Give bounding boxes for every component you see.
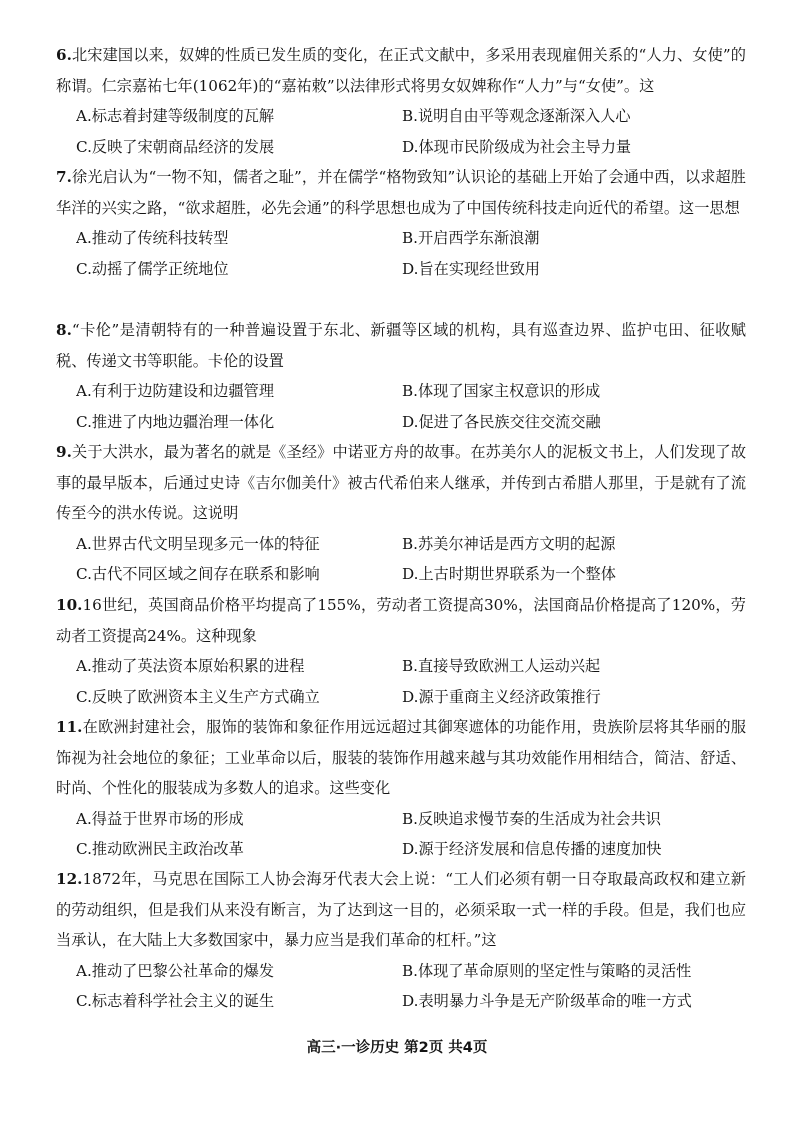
option-d: D.体现市民阶级成为社会主导力量: [402, 137, 632, 156]
option-a: A.推动了巴黎公社革命的爆发: [76, 961, 275, 980]
option-a: A.得益于世界市场的形成: [76, 809, 244, 828]
option-d: D.上古时期世界联系为一个整体: [402, 565, 616, 583]
option-b: B.体现了国家主权意识的形成: [402, 382, 601, 400]
question-12: [56, 864, 746, 1017]
page-footer: 高三·一诊历史 第2页 共4页: [306, 1040, 488, 1056]
question-stem: 1872年，马克思在国际工人协会海牙代表大会上说：“工人们必须有朝一日夺取最高政权和建立新的劳动组织，但是我们从来没有断言，为了达到这一目的，必须采取一式一样的手段。但是，我们也应当承认，在大陆上大多数国家中，暴力应当是我们革命的杠杆。”这: [56, 870, 746, 949]
option-c: C.反映了宋朝商品经济的发展: [76, 137, 275, 156]
option-a: A.世界古代文明呈现多元一体的特征: [76, 534, 320, 553]
question-7: [56, 162, 746, 284]
question-6: [56, 40, 746, 162]
question-number: 6.: [56, 46, 72, 64]
options: [56, 101, 746, 162]
question-stem: 16世纪，英国商品价格平均提高了155%，劳动者工资提高30%，法国商品价格提高了120%，劳动者工资提高24%。这种现象: [56, 596, 746, 645]
option-a: A.推动了传统科技转型: [76, 229, 229, 247]
option-b: B.开启西学东渐浪潮: [402, 229, 540, 247]
question-stem: 北宋建国以来，奴婢的性质已发生质的变化，在正式文献中，多采用表现雇佣关系的“人力、女使”的称谓。仁宗嘉祐七年(1062年)的“嘉祐敕”以法律形式将男女奴婢称作“人力”与“女使”。这: [56, 46, 746, 95]
option-b: B.反映追求慢节奏的生活成为社会共识: [402, 809, 661, 828]
question-9: [56, 437, 746, 590]
option-a: A.推动了英法资本原始积累的进程: [76, 657, 305, 675]
option-a: A.标志着封建等级制度的瓦解: [76, 107, 275, 125]
question-number: 10.: [56, 596, 83, 614]
option-d: D.促进了各民族交往交流交融: [402, 412, 601, 431]
question-stem: 在欧洲封建社会，服饰的装饰和象征作用远远超过其御寒遮体的功能作用，贵族阶层将其华丽的服饰视为社会地位的象征；工业革命以后，服装的装饰作用越来越与其功效能作用相结合，简洁、舒适、时尚、个性化的服装成为多数人的追求。这些变化: [56, 718, 746, 797]
option-c: C.推动欧洲民主政治改革: [76, 840, 244, 858]
question-8: [56, 315, 746, 437]
option-c: C.反映了欧洲资本主义生产方式确立: [76, 687, 320, 706]
options: [56, 651, 746, 712]
option-d: D.源于重商主义经济政策推行: [402, 687, 601, 706]
option-b: B.体现了革命原则的坚定性与策略的灵活性: [402, 961, 692, 980]
option-b: B.说明自由平等观念逐渐深入人心: [402, 107, 631, 125]
options: [56, 529, 746, 590]
question-number: 7.: [56, 168, 72, 186]
option-a: A.有利于边防建设和边疆管理: [76, 382, 275, 400]
question-number: 11.: [56, 718, 83, 736]
option-c: C.古代不同区域之间存在联系和影响: [76, 565, 320, 583]
question-10: [56, 590, 746, 712]
option-b: B.直接导致欧洲工人运动兴起: [402, 657, 601, 675]
question-stem: 关于大洪水，最为著名的就是《圣经》中诺亚方舟的故事。在苏美尔人的泥板文书上，人们发现了故事的最早版本，后通过史诗《吉尔伽美什》被古代希伯来人继承，并传到古希腊人那里，于是就有了流传至今的洪水传说。这说明: [56, 443, 746, 522]
question-11: [56, 712, 746, 865]
option-b: B.苏美尔神话是西方文明的起源: [402, 534, 616, 553]
option-c: C.标志着科学社会主义的诞生: [76, 992, 275, 1010]
options: [56, 376, 746, 437]
option-c: C.推进了内地边疆治理一体化: [76, 412, 275, 431]
options: [56, 956, 746, 1017]
option-c: C.动摇了儒学正统地位: [76, 259, 229, 278]
question-stem: “卡伦”是清朝特有的一种普遍设置于东北、新疆等区域的机构，具有巡查边界、监护屯田、征收赋税、传递文书等职能。卡伦的设置: [56, 321, 746, 370]
options: [56, 223, 746, 284]
question-number: 12.: [56, 870, 83, 888]
options: [56, 804, 746, 865]
option-d: D.表明暴力斗争是无产阶级革命的唯一方式: [402, 992, 692, 1010]
question-number: 8.: [56, 321, 72, 339]
option-d: D.旨在实现经世致用: [402, 259, 540, 278]
question-stem: 徐光启认为“一物不知，儒者之耻”，并在儒学“格物致知”认识论的基础上开始了会通中西，以求超胜华洋的兴实之路，“欲求超胜，必先会通”的科学思想也成为了中国传统科技走向近代的希望。这一思想: [56, 168, 746, 217]
option-d: D.源于经济发展和信息传播的速度加快: [402, 840, 662, 858]
question-number: 9.: [56, 443, 72, 461]
